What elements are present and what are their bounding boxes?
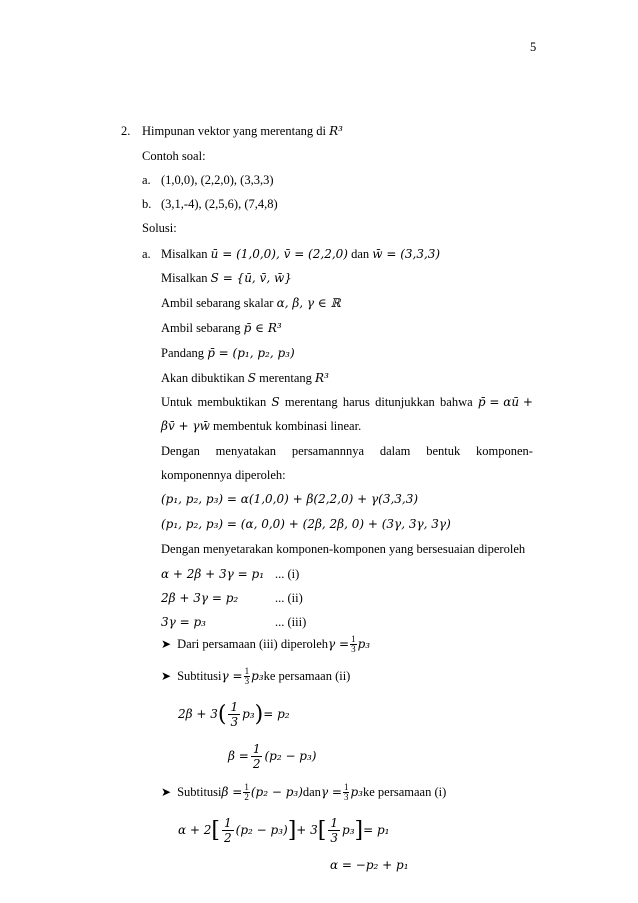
equation-alpha-substitution	[178, 812, 390, 848]
solusi-line-1	[161, 246, 440, 262]
math-run: α + 2	[178, 823, 212, 837]
contoh-item-a-label: a.	[142, 173, 151, 187]
math-run: = p₁	[363, 823, 390, 837]
text-run: Dari persamaan (iii) diperoleh	[177, 636, 329, 651]
frac-den: 3	[343, 791, 349, 802]
fraction-one-third	[228, 700, 240, 729]
system-tag-3: ... (iii)	[275, 615, 307, 629]
fraction-one-half	[222, 816, 234, 845]
text-run: dan	[347, 247, 373, 261]
word: ditunjukkan	[375, 395, 435, 409]
frac-den: 3	[351, 643, 356, 654]
text-run: ke persamaan (ii)	[263, 668, 351, 683]
solusi-line-8	[161, 418, 361, 434]
system-eq-2: 2β + 3γ = p₂	[161, 591, 239, 605]
frac-den: 2	[244, 791, 249, 802]
math-run: S = {ū, v̄, w̄}	[210, 271, 292, 285]
math-run: (p₂ − p₃)	[250, 785, 303, 799]
arrow-bullet-icon: ➤	[161, 784, 172, 799]
text-run: Ambil sebarang	[161, 321, 244, 335]
text-run: merentang	[256, 371, 316, 385]
section-title-text: Himpunan vektor yang merentang di	[142, 124, 330, 138]
solusi-line-13: Dengan menyetarakan komponen-komponen yang bersesuaian diperoleh	[161, 542, 526, 556]
math-run: γ =	[320, 785, 342, 799]
bracket-close: ]	[354, 817, 364, 843]
solusi-line-7	[161, 394, 533, 410]
word: merentang	[284, 395, 338, 409]
solusi-line-4	[161, 320, 282, 336]
paren-open: (	[217, 701, 227, 727]
math-run: α, β, γ ∈ ℝ	[276, 296, 341, 310]
frac-num: 1	[244, 665, 250, 676]
text-run: Subtitusi	[177, 668, 222, 683]
math-run: p̄ ∈ R³	[243, 321, 282, 335]
system-eq-3: 3γ = p₃	[161, 615, 206, 629]
math-run: 2β + 3	[178, 707, 218, 721]
solusi-line-9	[161, 443, 533, 459]
math-run: + 3	[296, 823, 318, 837]
fraction-one-half	[243, 783, 250, 802]
frac-num: 1	[252, 741, 261, 756]
frac-den: 2	[224, 830, 232, 845]
frac-den: 3	[330, 830, 339, 845]
frac-num: 1	[224, 815, 232, 830]
word: bentuk	[426, 444, 461, 458]
math-run: β =	[221, 785, 243, 799]
bracket-close: ]	[287, 817, 297, 843]
arrow-bullet-icon: ➤	[161, 636, 172, 651]
frac-num: 1	[330, 815, 339, 830]
contoh-item-b-label: b.	[142, 197, 152, 211]
frac-den: 3	[244, 675, 250, 686]
frac-den: 2	[252, 756, 261, 771]
fraction-one-half	[251, 742, 263, 771]
section-title-math: R³	[329, 124, 343, 138]
bracket-open: [	[317, 817, 327, 843]
frac-num: 1	[351, 633, 356, 644]
solusi-line-3	[161, 295, 341, 311]
math-run: p₃	[251, 669, 264, 683]
equation-beta-result	[228, 738, 316, 774]
word: bahwa	[440, 395, 473, 409]
word: dalam	[379, 444, 411, 458]
fraction-one-third	[350, 635, 357, 654]
page-number: 5	[530, 40, 537, 54]
contoh-item-a-text: (1,0,0), (2,2,0), (3,3,3)	[161, 173, 274, 187]
math-run: γ =	[221, 669, 243, 683]
equation-beta-substitution	[178, 696, 290, 732]
math-run: (p₂ − p₃)	[235, 823, 288, 837]
text-run: Akan dibuktikan	[161, 371, 248, 385]
math-run: γ =	[328, 637, 350, 651]
math-run: βv̄ + γw̄	[161, 419, 210, 433]
word: menyatakan	[215, 444, 277, 458]
math-run: p̄ = (p₁, p₂, p₃)	[207, 346, 295, 360]
word: persamannnya	[291, 444, 365, 458]
math-run: w̄ = (3,3,3)	[372, 247, 441, 261]
math-run: p₃	[242, 707, 255, 721]
text-run: Misalkan	[161, 271, 211, 285]
math-run: β =	[228, 749, 249, 763]
text-run: Subtitusi	[177, 784, 222, 799]
text-run: Pandang	[161, 346, 208, 360]
section-title	[142, 123, 343, 139]
fraction-one-third	[328, 816, 340, 845]
math-run: = p₂	[263, 707, 290, 721]
contoh-item-b-text: (3,1,-4), (2,5,6), (7,4,8)	[161, 197, 278, 211]
arrow-bullet-icon: ➤	[161, 668, 172, 683]
math-run: ū = (1,0,0), v̄ = (2,2,0)	[210, 247, 348, 261]
bullet-1	[161, 632, 370, 656]
text-run: membentuk kombinasi linear.	[209, 419, 362, 433]
bullet-2	[161, 664, 350, 688]
fraction-one-third	[244, 667, 251, 686]
system-eq-1: α + 2β + 3γ = p₁	[161, 567, 265, 581]
equation-1: (p₁, p₂, p₃) = α(1,0,0) + β(2,2,0) + γ(3,3,3)	[161, 492, 419, 506]
text-run: dan	[302, 784, 321, 799]
system-tag-2: ... (ii)	[275, 591, 303, 605]
math-run: (p₂ − p₃)	[264, 749, 317, 763]
equation-2: (p₁, p₂, p₃) = (α, 0,0) + (2β, 2β, 0) + (3γ, 3γ, 3γ)	[161, 517, 451, 531]
solusi-line-10: komponennya diperoleh:	[161, 468, 286, 482]
word: Dengan	[161, 444, 200, 458]
math-run: p₃	[350, 785, 363, 799]
section-number: 2.	[121, 124, 131, 138]
word: S	[271, 395, 280, 409]
text-run: ke persamaan (i)	[362, 784, 447, 799]
frac-num: 1	[244, 781, 249, 792]
frac-num: 1	[230, 699, 239, 714]
math-run: p₃	[342, 823, 355, 837]
solusi-label: Solusi:	[142, 221, 177, 235]
bracket-open: [	[211, 817, 221, 843]
contoh-label: Contoh soal:	[142, 149, 206, 163]
word: komponen-	[476, 444, 533, 458]
frac-num: 1	[343, 781, 349, 792]
solusi-part-label: a.	[142, 247, 151, 261]
word: Untuk	[161, 395, 193, 409]
solusi-line-5	[161, 345, 295, 361]
word: harus	[342, 395, 370, 409]
frac-den: 3	[230, 714, 239, 729]
solusi-line-6	[161, 370, 329, 386]
system-tag-1: ... (i)	[275, 567, 300, 581]
word: p̄ = αū +	[477, 395, 533, 409]
word: membuktikan	[197, 395, 267, 409]
bullet-3	[161, 780, 446, 804]
math-run: R³	[315, 371, 329, 385]
text-run: Misalkan	[161, 247, 211, 261]
fraction-one-third	[343, 783, 350, 802]
equation-alpha-result: α = −p₂ + p₁	[330, 858, 409, 872]
text-run: Ambil sebarang skalar	[161, 296, 277, 310]
paren-close: )	[254, 701, 264, 727]
math-run: S	[247, 371, 257, 385]
solusi-line-2	[161, 270, 292, 286]
math-run: p₃	[357, 637, 371, 651]
